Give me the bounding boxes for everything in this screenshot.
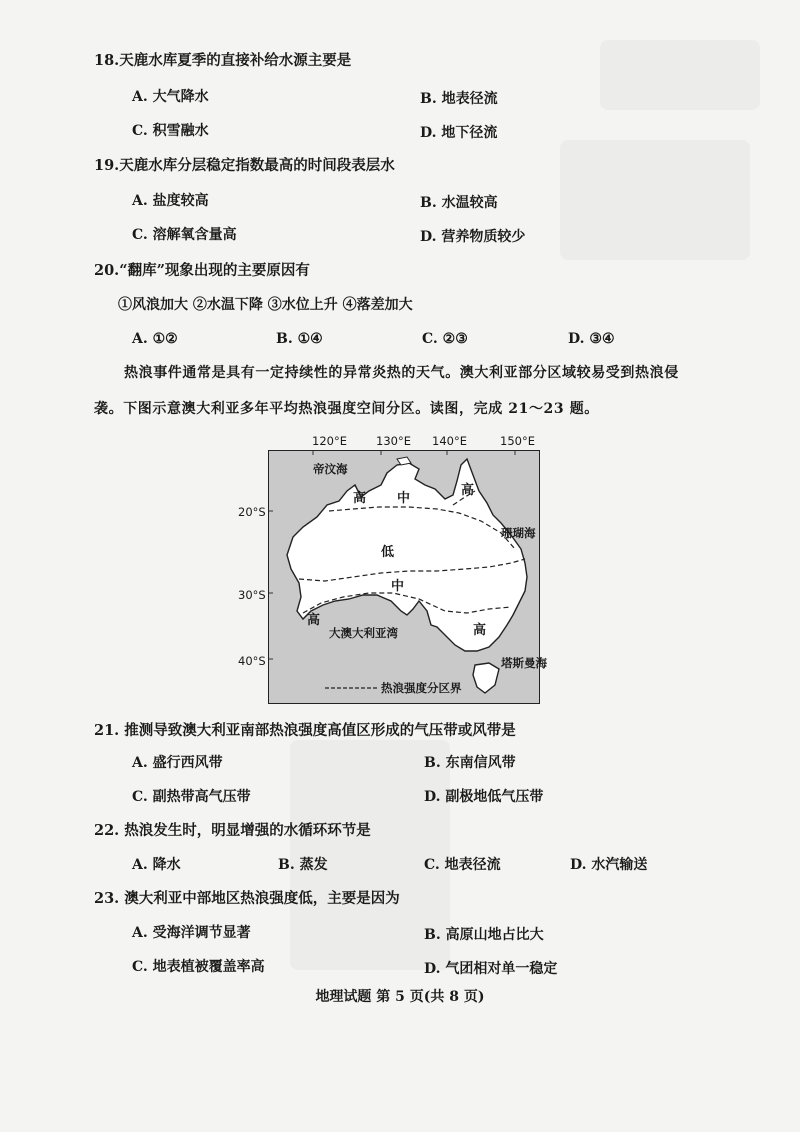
- question-19-stem: 19.天鹿水库分层稳定指数最高的时间段表层水: [94, 157, 395, 174]
- q20-option-a: A. ①②: [132, 331, 178, 347]
- q19-option-d: D. 营养物质较少: [420, 229, 526, 245]
- island: [397, 457, 411, 465]
- zone-label-mid-south: 中: [391, 579, 405, 594]
- q23-option-b: B. 高原山地占比大: [424, 927, 544, 943]
- q21-option-a: A. 盛行西风带: [132, 755, 223, 771]
- legend-label: 热浪强度分区界: [381, 681, 462, 695]
- zone-label-mid-north: 中: [397, 491, 411, 506]
- zone-label-low: 低: [381, 545, 395, 560]
- q20-option-c: C. ②③: [422, 331, 468, 347]
- lon-label-120: 120°E: [312, 434, 347, 448]
- lat-label-30: 30°S: [238, 588, 266, 602]
- q22-option-b: B. 蒸发: [278, 857, 328, 873]
- tasmania: [473, 663, 499, 693]
- lat-label-20: 20°S: [238, 505, 266, 519]
- scan-smudge: [560, 140, 750, 260]
- question-18-stem: 18.天鹿水库夏季的直接补给水源主要是: [94, 52, 352, 69]
- q20-option-b: B. ①④: [276, 331, 323, 347]
- q19-option-a: A. 盐度较高: [132, 193, 209, 209]
- q20-statements: ①风浪加大 ②水温下降 ③水位上升 ④落差加大: [118, 297, 413, 313]
- question-23-stem: 23. 澳大利亚中部地区热浪强度低，主要是因为: [94, 890, 400, 907]
- q23-option-d: D. 气团相对单一稳定: [424, 961, 558, 977]
- q21-option-c: C. 副热带高气压带: [132, 789, 251, 805]
- label-great-australian-bight: 大澳大利亚湾: [329, 626, 398, 640]
- q23-option-a: A. 受海洋调节显著: [132, 925, 251, 941]
- q18-option-a: A. 大气降水: [132, 89, 209, 105]
- label-tasman-sea: 塔斯曼海: [501, 656, 547, 670]
- page-footer: 地理试题 第 5 页(共 8 页): [315, 989, 485, 1005]
- zone-label-high-ne: 高: [461, 483, 475, 498]
- q19-option-b: B. 水温较高: [420, 195, 498, 211]
- q20-option-d: D. ③④: [568, 331, 615, 347]
- australia-heatwave-map: [268, 450, 547, 704]
- lat-label-40: 40°S: [238, 654, 266, 668]
- lon-label-130: 130°E: [376, 434, 411, 448]
- q18-option-c: C. 积雪融水: [132, 123, 209, 139]
- q22-option-c: C. 地表径流: [424, 857, 501, 873]
- zone-label-high-se: 高: [473, 623, 487, 638]
- zone-label-high-nw: 高: [353, 491, 367, 506]
- lon-label-140: 140°E: [432, 434, 467, 448]
- label-coral-sea: 珊瑚海: [501, 526, 536, 540]
- intro-line-1: 热浪事件通常是具有一定持续性的异常炎热的天气。澳大利亚部分区域较易受到热浪侵: [124, 365, 679, 381]
- q18-option-b: B. 地表径流: [420, 91, 498, 107]
- q19-option-c: C. 溶解氧含量高: [132, 227, 237, 243]
- zone-label-high-sw: 高: [307, 613, 321, 628]
- question-22-stem: 22. 热浪发生时，明显增强的水循环环节是: [94, 822, 371, 839]
- question-21-stem: 21. 推测导致澳大利亚南部热浪强度高值区形成的气压带或风带是: [94, 722, 516, 739]
- lon-label-150: 150°E: [500, 434, 535, 448]
- q22-option-d: D. 水汽输送: [570, 857, 648, 873]
- question-20-stem: 20.“翻库”现象出现的主要原因有: [94, 262, 310, 279]
- q23-option-c: C. 地表植被覆盖率高: [132, 959, 265, 975]
- q18-option-d: D. 地下径流: [420, 125, 498, 141]
- q21-option-d: D. 副极地低气压带: [424, 789, 544, 805]
- scan-smudge: [600, 40, 760, 110]
- label-timor-sea: 帝汶海: [313, 462, 348, 476]
- q22-option-a: A. 降水: [132, 857, 181, 873]
- q21-option-b: B. 东南信风带: [424, 755, 516, 771]
- intro-line-2: 袭。下图示意澳大利亚多年平均热浪强度空间分区。读图，完成 21～23 题。: [94, 401, 599, 417]
